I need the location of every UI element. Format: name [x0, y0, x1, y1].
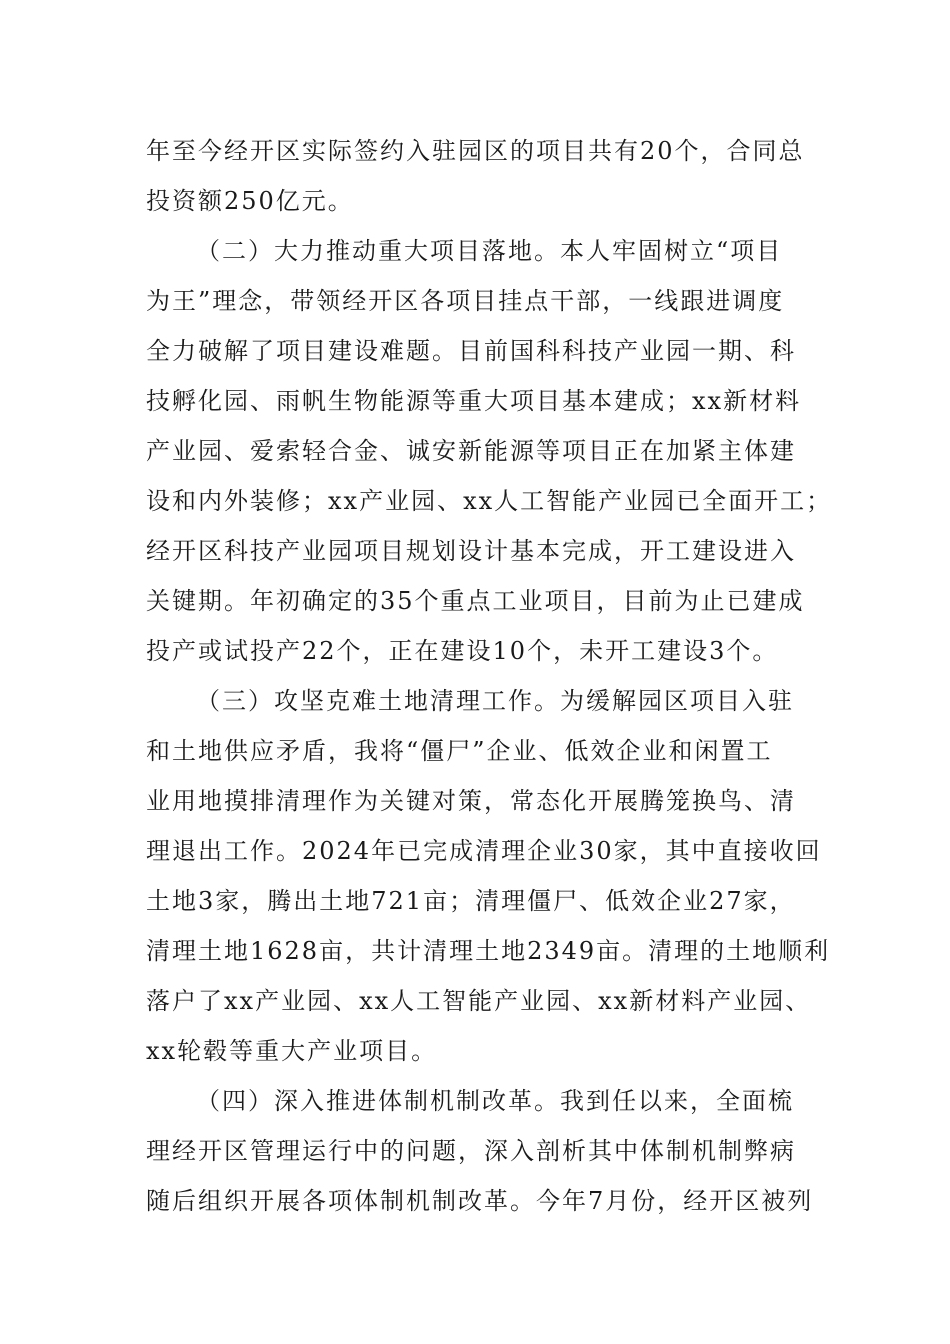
- text-line: 设和内外装修；xx产业园、xx人工智能产业园已全面开工；: [146, 487, 833, 515]
- text-line: 关键期。年初确定的35个重点工业项目，目前为止已建成: [146, 587, 805, 615]
- text-line: 土地3家，腾出土地721亩；清理僵尸、低效企业27家，: [146, 887, 796, 915]
- paragraph-first-line: （二）大力推动重大项目落地。本人牢固树立“项目: [196, 237, 783, 265]
- text-line: 产业园、爱索轻合金、诚安新能源等项目正在加紧主体建: [146, 437, 796, 465]
- text-line: xx轮毂等重大产业项目。: [146, 1037, 438, 1065]
- text-line: 理经开区管理运行中的问题，深入剖析其中体制机制弊病: [146, 1137, 796, 1165]
- text-line: 年至今经开区实际签约入驻园区的项目共有20个，合同总: [146, 137, 805, 165]
- document-body: [146, 126, 833, 1226]
- text-line: 投产或试投产22个，正在建设10个，未开工建设3个。: [146, 637, 779, 665]
- text-line: 全力破解了项目建设难题。目前国科科技产业园一期、科: [146, 337, 796, 365]
- text-line: 为王”理念，带领经开区各项目挂点干部，一线跟进调度: [146, 287, 785, 315]
- text-line: 落户了xx产业园、xx人工智能产业园、xx新材料产业园、: [146, 987, 812, 1015]
- text-line: 技孵化园、雨帆生物能源等重大项目基本建成；xx新材料: [146, 387, 802, 415]
- text-line: 投资额250亿元。: [146, 187, 354, 215]
- text-line: 清理土地1628亩，共计清理土地2349亩。清理的土地顺利: [146, 937, 831, 965]
- text-line: 理退出工作。2024年已完成清理企业30家，其中直接收回: [146, 837, 822, 865]
- text-line: 随后组织开展各项体制机制改革。今年7月份，经开区被列: [146, 1187, 814, 1215]
- text-line: 业用地摸排清理作为关键对策，常态化开展腾笼换鸟、清: [146, 787, 796, 815]
- paragraph-first-line: （四）深入推进体制机制改革。我到任以来，全面梳: [196, 1087, 794, 1115]
- text-line: 经开区科技产业园项目规划设计基本完成，开工建设进入: [146, 537, 796, 565]
- paragraph-first-line: （三）攻坚克难土地清理工作。为缓解园区项目入驻: [196, 687, 794, 715]
- text-line: 和土地供应矛盾，我将“僵尸”企业、低效企业和闲置工: [146, 737, 773, 765]
